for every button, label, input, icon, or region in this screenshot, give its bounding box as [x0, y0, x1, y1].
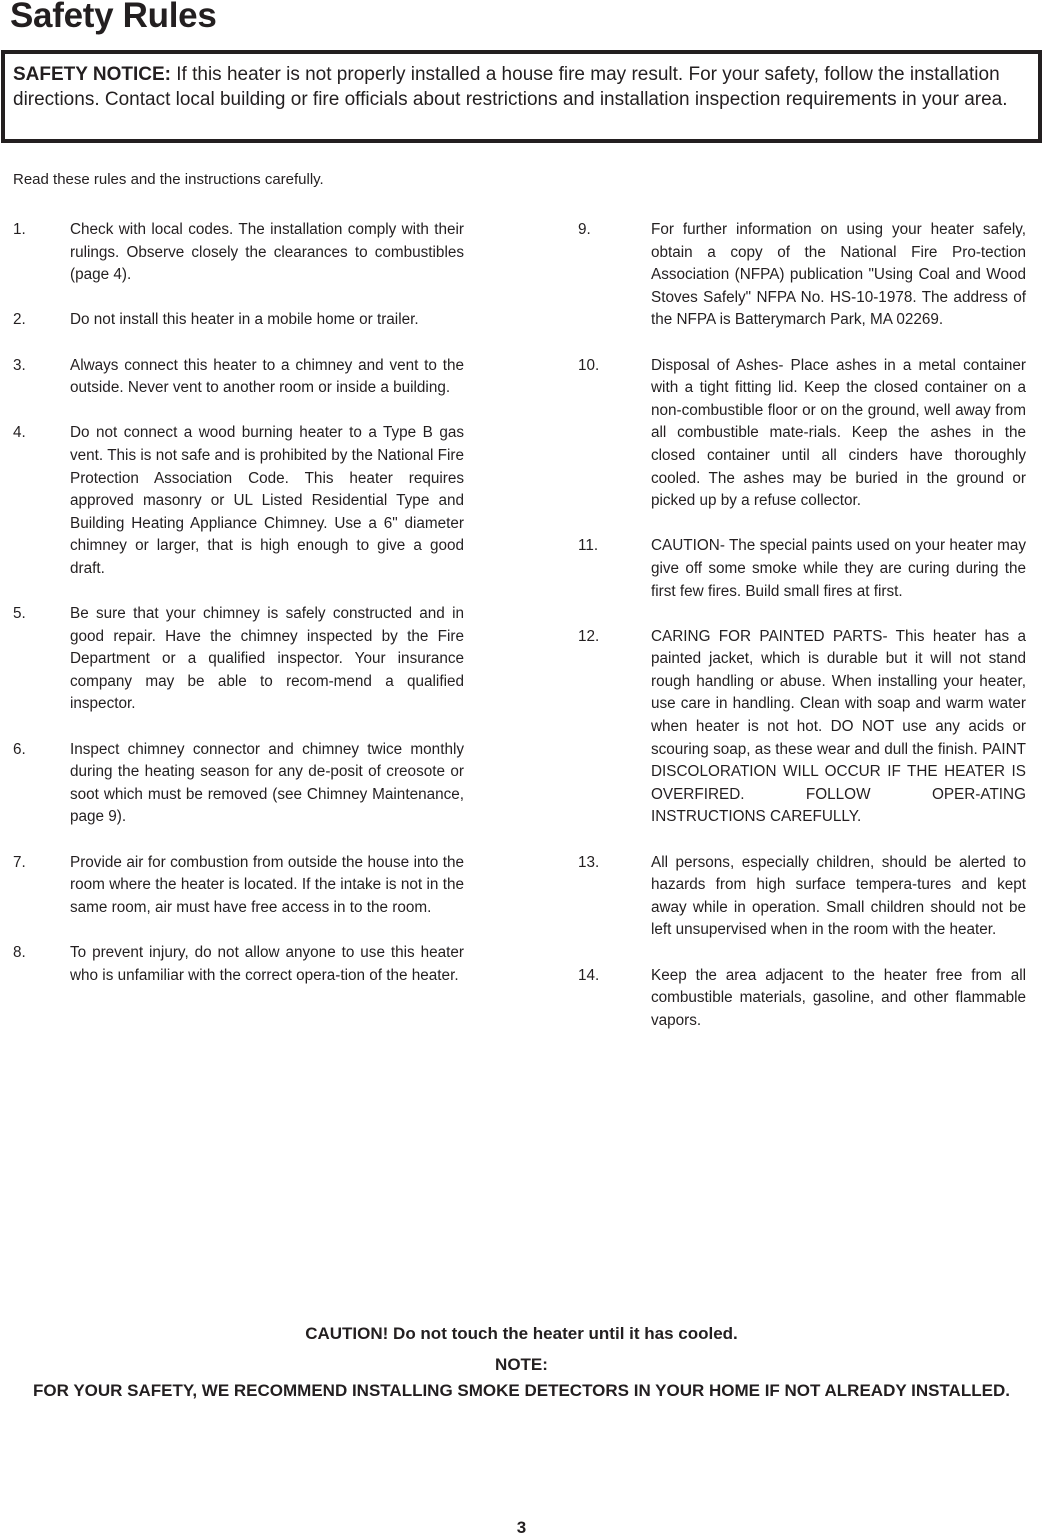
safety-notice-text	[13, 62, 1023, 112]
note-label: NOTE:	[495, 1355, 548, 1374]
safety-notice-body: If this heater is not properly installed a house fire may result. For your safety, follow the installation directions. Contact local building or fire officials about restrictions and installation inspection requirements in your area.	[13, 64, 1008, 110]
intro-text: Read these rules and the instructions carefully.	[13, 171, 324, 188]
page-title: Safety Rules	[10, 0, 217, 35]
rule-text: Do not install this heater in a mobile home or trailer.	[70, 311, 419, 329]
safety-notice-box	[1, 50, 1042, 143]
rule-item-13	[578, 852, 1026, 942]
rule-number: 9.	[578, 221, 591, 238]
rule-item-9	[578, 219, 1026, 332]
caution-statement: CAUTION! Do not touch the heater until it has cooled.	[305, 1324, 738, 1343]
rule-text: Provide air for combustion from outside the house into the room where the heater is located. If the intake is not in the same room, air must have free access in to the room.	[70, 853, 464, 916]
rule-text: Always connect this heater to a chimney and vent to the outside. Never vent to another room or inside a building.	[70, 356, 464, 397]
rule-number: 8.	[13, 944, 26, 961]
rule-item-2	[13, 309, 464, 332]
rule-number: 5.	[13, 605, 26, 623]
rule-item-10	[578, 355, 1026, 513]
rule-number: 7.	[13, 853, 26, 871]
rule-number: 3.	[13, 356, 26, 374]
rule-item-7	[13, 852, 464, 920]
safety-notice-label: SAFETY NOTICE:	[13, 64, 171, 85]
smoke-detector-note: FOR YOUR SAFETY, WE RECOMMEND INSTALLING SMOKE DETECTORS IN YOUR HOME IF NOT ALREADY INSTALLED.	[33, 1381, 1010, 1400]
rule-number: 4.	[13, 424, 26, 442]
rule-item-4	[13, 422, 464, 580]
rule-number: 2.	[13, 311, 26, 329]
rule-item-5	[13, 603, 464, 716]
rule-text: CARING FOR PAINTED PARTS- This heater has a painted jacket, which is durable but it will not stand rough handling or abuse. When installing your heater, use care in handling. Clean with soap and warm water when heater is not hot. DO NOT use any acids or scouring soap, as these wear and dull the finish. PAINT DISCOLORATION WILL OCCUR IF THE HEATER IS OVERFIRED. FOLLOW OPER-ATING INSTRUCTIONS CAREFULLY.	[651, 627, 1026, 826]
rule-item-3	[13, 355, 464, 400]
rule-text: For further information on using your heater safely, obtain a copy of the National Fire Pro-tection Association (NFPA) publication "Using Coal and Wood Stoves Safely" NFPA No. HS-10-1978. The address of the NFPA is Batterymarch Park, MA 02269.	[651, 221, 1026, 329]
rule-number: 13.	[578, 853, 600, 871]
rule-text: To prevent injury, do not allow anyone to use this heater who is unfamiliar with the correct opera-tion of the heater.	[70, 944, 464, 984]
rule-item-12	[578, 626, 1026, 829]
rule-text: Be sure that your chimney is safely constructed and in good repair. Have the chimney inspected by the Fire Department or a qualified inspector. Your insurance company may be able to recom-mend a qualified inspector.	[70, 605, 464, 713]
rule-number: 10.	[578, 356, 600, 374]
rule-text: Disposal of Ashes- Place ashes in a metal container with a tight fitting lid. Keep the closed container on a non-combustible floor or on the ground, well away from all combustible mate-rials. Keep the ashes in the closed container until all cinders have thoroughly cooled. The ashes may be buried in the ground or picked up by a refuse collector.	[651, 356, 1026, 510]
rule-number: 11.	[578, 537, 599, 555]
rule-item-14	[578, 965, 1026, 1033]
rule-number: 12.	[578, 627, 600, 645]
rule-item-6	[13, 739, 464, 829]
rule-text: CAUTION- The special paints used on your heater may give off some smoke while they are curing during the first few fires. Build small fires at first.	[651, 537, 1026, 600]
rule-number: 1.	[13, 221, 26, 238]
rule-item-11	[578, 535, 1026, 603]
rule-text: Do not connect a wood burning heater to a Type B gas vent. This is not safe and is prohibited by the National Fire Protection Association Code. This heater requires approved masonry or UL Listed Residential Type and Building Heating Appliance Chimney. Use a 6" diameter chimney or larger, that is high enough to give a good draft.	[70, 424, 464, 577]
rule-text: Check with local codes. The installation comply with their rulings. Observe closely the clearances to combustibles (page 4).	[70, 221, 464, 284]
rules-list-right-column	[578, 219, 1026, 1055]
rule-number: 6.	[13, 740, 26, 758]
page-number: 3	[516, 1518, 527, 1537]
rule-text: Keep the area adjacent to the heater free from all combustible materials, gasoline, and other flammable vapors.	[651, 966, 1026, 1029]
rule-text: Inspect chimney connector and chimney twice monthly during the heating season for any de-posit of creosote or soot which must be removed (see Chimney Maintenance, page 9).	[70, 740, 464, 826]
rule-number: 14.	[578, 966, 600, 984]
rule-item-8	[13, 942, 464, 987]
rules-list-left-column	[13, 219, 464, 1010]
rule-item-1	[13, 219, 464, 287]
rule-text: All persons, especially children, should be alerted to hazards from high surface tempera-tures and kept away while in operation. Small children should not be left unsupervised when in the room with the heater.	[651, 853, 1026, 939]
